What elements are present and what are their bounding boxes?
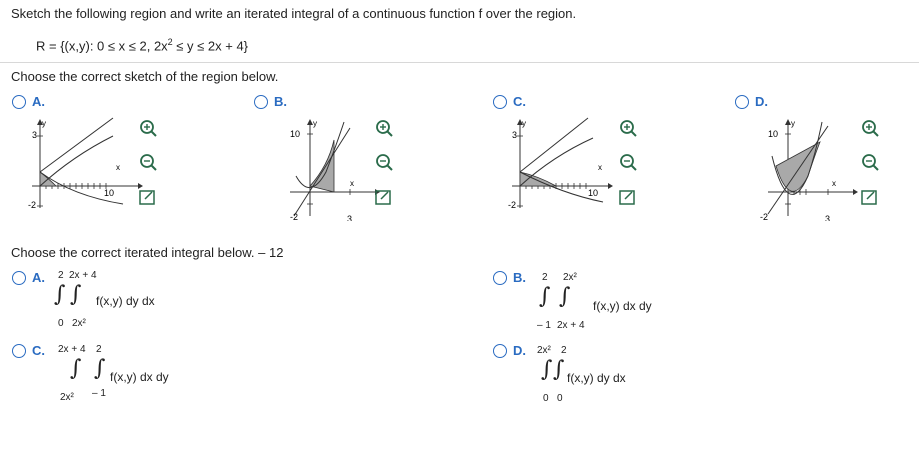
- outer-lower-limit: – 1: [537, 320, 551, 331]
- tick-label: 3: [512, 130, 518, 140]
- inner-upper-limit: 2: [561, 345, 567, 356]
- zoom-tools-b[interactable]: [374, 119, 394, 209]
- radio-button[interactable]: [493, 95, 507, 109]
- integral-sign-inner: ∫: [70, 282, 82, 307]
- expand-icon[interactable]: [376, 191, 390, 204]
- sketch-option-a[interactable]: [12, 94, 45, 109]
- integral-option-d[interactable]: [493, 343, 526, 358]
- tick-label: 10: [104, 188, 115, 198]
- outer-lower-limit: 0: [543, 393, 549, 404]
- integral-expression-b: [535, 268, 715, 338]
- option-label: B.: [274, 94, 287, 109]
- tick-label: 10: [768, 129, 779, 139]
- tick-label: 3: [32, 130, 38, 140]
- integrand: f(x,y) dy dx: [96, 294, 155, 308]
- inner-lower-limit: 0: [557, 393, 563, 404]
- inner-upper-limit: 2x²: [563, 272, 577, 283]
- outer-upper-limit: 2: [58, 270, 64, 281]
- inner-lower-limit: – 1: [92, 388, 106, 399]
- sketch-prompt: Choose the correct sketch of the region below.: [11, 69, 279, 84]
- zoom-tools-a[interactable]: [138, 119, 158, 209]
- inner-upper-limit: 2x + 4: [69, 270, 97, 281]
- zoom-out-icon[interactable]: [621, 155, 636, 170]
- tick-label: -2: [28, 200, 37, 210]
- question-text: Sketch the following region and write an iterated integral of a continuous function f over the region.: [11, 6, 577, 21]
- inner-lower-limit: 2x²: [72, 318, 86, 329]
- integral-sign-inner: ∫: [553, 357, 565, 382]
- tick-label: 10: [290, 129, 301, 139]
- integral-sign-outer: ∫: [541, 357, 553, 382]
- integrand: f(x,y) dx dy: [593, 299, 652, 313]
- tick-label: -2: [760, 212, 769, 221]
- integral-sign-outer: ∫: [54, 282, 66, 307]
- sketch-graph-b: [280, 116, 380, 221]
- zoom-in-icon[interactable]: [621, 121, 636, 136]
- integral-sign-inner: ∫: [94, 356, 106, 381]
- zoom-tools-d[interactable]: [860, 119, 880, 209]
- axis-label-y: y: [313, 119, 317, 128]
- option-label: C.: [513, 94, 526, 109]
- axis-label-x: x: [598, 163, 602, 172]
- zoom-tools-c[interactable]: [618, 119, 638, 209]
- integral-expression-d: [537, 341, 717, 411]
- region-prefix: R = {(x,y): 0 ≤ x ≤ 2, 2x: [36, 38, 168, 54]
- tick-label: 3: [347, 214, 353, 221]
- expand-icon[interactable]: [140, 191, 154, 204]
- radio-button[interactable]: [735, 95, 749, 109]
- zoom-in-icon[interactable]: [377, 121, 392, 136]
- sketch-graph-d: [758, 116, 858, 221]
- integrand: f(x,y) dx dy: [110, 370, 169, 384]
- sketch-graph-c: [508, 116, 623, 216]
- option-label: C.: [32, 343, 45, 358]
- region-exponent: 2: [167, 37, 173, 47]
- sketch-graph-a: [28, 116, 143, 216]
- integral-option-b[interactable]: [493, 270, 526, 285]
- outer-upper-limit: 2x + 4: [58, 344, 86, 355]
- zoom-in-icon[interactable]: [863, 121, 878, 136]
- integral-expression-c: [58, 340, 238, 410]
- option-label: D.: [513, 343, 526, 358]
- axis-label-y: y: [522, 119, 526, 128]
- axis-label-x: x: [116, 163, 120, 172]
- option-label: D.: [755, 94, 768, 109]
- integral-expression-a: [50, 266, 230, 336]
- integrand: f(x,y) dy dx: [567, 371, 626, 385]
- option-label: A.: [32, 94, 45, 109]
- outer-upper-limit: 2: [542, 272, 548, 283]
- axis-label-y: y: [42, 119, 46, 128]
- integral-prompt: Choose the correct iterated integral below. – 12: [11, 245, 284, 260]
- integral-option-a[interactable]: [12, 270, 45, 285]
- tick-label: -2: [290, 212, 299, 221]
- outer-lower-limit: 0: [58, 318, 64, 329]
- tick-label: 3: [825, 214, 831, 221]
- integral-option-c[interactable]: [12, 343, 45, 358]
- radio-button[interactable]: [12, 271, 26, 285]
- outer-lower-limit: 2x²: [60, 392, 74, 403]
- region-suffix: ≤ y ≤ 2x + 4}: [172, 38, 249, 54]
- inner-upper-limit: 2: [96, 344, 102, 355]
- expand-icon[interactable]: [862, 191, 876, 204]
- divider: [0, 62, 919, 63]
- outer-upper-limit: 2x²: [537, 345, 551, 356]
- sketch-option-d[interactable]: [735, 94, 768, 109]
- axis-label-x: x: [832, 179, 836, 188]
- sketch-option-c[interactable]: [493, 94, 526, 109]
- sketch-option-b[interactable]: [254, 94, 287, 109]
- radio-button[interactable]: [12, 95, 26, 109]
- inner-lower-limit: 2x + 4: [557, 320, 585, 331]
- option-label: B.: [513, 270, 526, 285]
- integral-sign-outer: ∫: [539, 284, 551, 309]
- radio-button[interactable]: [254, 95, 268, 109]
- axis-label-x: x: [350, 179, 354, 188]
- radio-button[interactable]: [12, 344, 26, 358]
- option-label: A.: [32, 270, 45, 285]
- tick-label: 10: [588, 188, 599, 198]
- tick-label: -2: [508, 200, 517, 210]
- radio-button[interactable]: [493, 344, 507, 358]
- zoom-out-icon[interactable]: [141, 155, 156, 170]
- integral-sign-inner: ∫: [559, 284, 571, 309]
- region-definition: [36, 37, 248, 53]
- zoom-out-icon[interactable]: [863, 155, 878, 170]
- expand-icon[interactable]: [620, 191, 634, 204]
- radio-button[interactable]: [493, 271, 507, 285]
- integral-sign-outer: ∫: [70, 356, 82, 381]
- zoom-out-icon[interactable]: [377, 155, 392, 170]
- zoom-in-icon[interactable]: [141, 121, 156, 136]
- axis-label-y: y: [791, 119, 795, 128]
